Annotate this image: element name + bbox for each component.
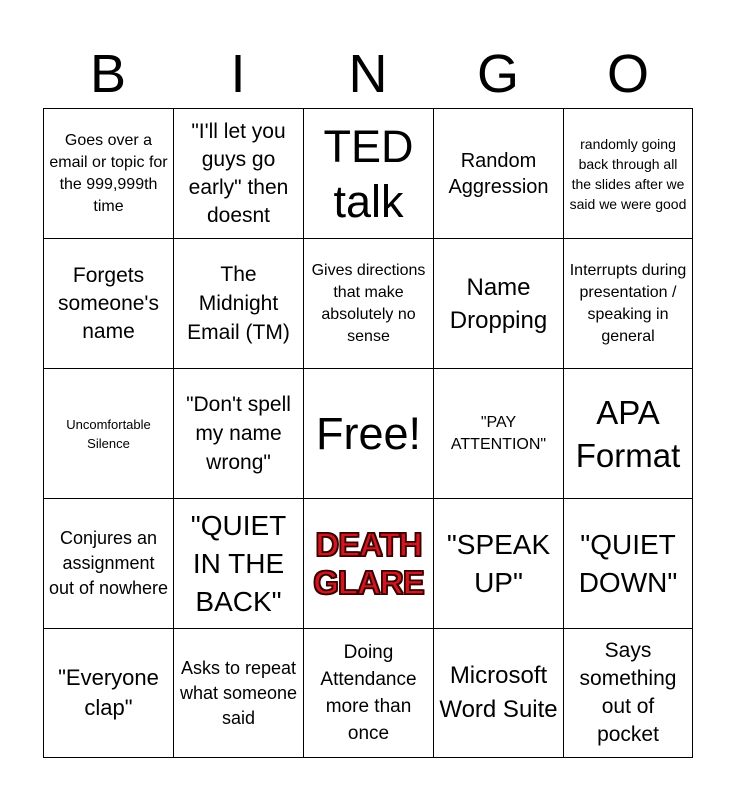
cell-text: randomly going back through all the slides after we said we were good (569, 135, 687, 212)
bingo-cell[interactable] (433, 238, 564, 369)
cell-text: "QUIET IN THE BACK" (190, 509, 287, 617)
bingo-cell[interactable] (563, 628, 693, 758)
header-letter-n: N (348, 44, 388, 104)
header-letter-b: B (89, 44, 127, 104)
bingo-header (43, 40, 693, 108)
cell-text: "Don't spell my name wrong" (186, 393, 291, 474)
cell-text: Conjures an assignment out of nowhere (48, 528, 169, 598)
cell-text: Says something out of pocket (579, 639, 677, 746)
header-letter-o: O (606, 44, 649, 104)
cell-text: Uncomfortable Silence (66, 416, 151, 451)
free-space-cell[interactable] (303, 368, 434, 499)
cell-text: Gives directions that make absolutely no sense (311, 261, 426, 345)
bingo-cell[interactable] (563, 498, 693, 629)
free-space-label: Free! (315, 408, 422, 459)
bingo-cell[interactable] (43, 108, 174, 239)
cell-text: Name Dropping (449, 273, 548, 334)
cell-text: Microsoft Word Suite (439, 662, 558, 723)
header-letter-i: I (230, 44, 246, 104)
cell-text: Forgets someone's name (58, 263, 159, 343)
cell-text: Random Aggression (448, 149, 549, 198)
cell-text: "QUIET DOWN" (578, 528, 678, 598)
bingo-cell[interactable] (433, 628, 564, 758)
bingo-cell[interactable] (173, 108, 304, 239)
bingo-cell[interactable] (173, 628, 304, 758)
bingo-cell[interactable] (43, 498, 174, 629)
death-glare-text: DEATH GLARE (313, 525, 424, 601)
cell-text: Asks to repeat what someone said (179, 657, 298, 728)
header-letter-g: G (476, 44, 519, 104)
bingo-cell[interactable] (563, 368, 693, 499)
bingo-cell[interactable] (433, 368, 564, 499)
bingo-cell[interactable] (303, 108, 434, 239)
bingo-cell[interactable] (43, 628, 174, 758)
bingo-cell[interactable] (433, 108, 564, 239)
bingo-cell[interactable] (563, 238, 693, 369)
cell-text: The Midnight Email (TM) (187, 263, 290, 344)
cell-text: Interrupts during presentation / speaking in general (569, 261, 687, 345)
bingo-cell[interactable] (173, 238, 304, 369)
bingo-cell[interactable] (303, 628, 434, 758)
bingo-board (43, 108, 693, 758)
bingo-cell[interactable] (433, 498, 564, 629)
bingo-cell[interactable] (173, 368, 304, 499)
bingo-cell[interactable] (563, 108, 693, 239)
cell-text: "SPEAK UP" (446, 528, 551, 598)
cell-text: TED talk (323, 120, 414, 227)
bingo-cell[interactable] (303, 238, 434, 369)
cell-text: Goes over a email or topic for the 999,999th time (49, 131, 168, 215)
cell-text: "Everyone clap" (58, 665, 159, 720)
bingo-cell[interactable] (43, 368, 174, 499)
death-glare-cell[interactable] (303, 498, 434, 629)
cell-text: Doing Attendance more than once (320, 642, 417, 744)
cell-text: "PAY ATTENTION" (450, 413, 547, 453)
bingo-cell[interactable] (173, 498, 304, 629)
bingo-cell[interactable] (43, 238, 174, 369)
cell-text: "I'll let you guys go early" then doesnt (188, 119, 289, 227)
cell-text: APA Format (575, 393, 681, 474)
